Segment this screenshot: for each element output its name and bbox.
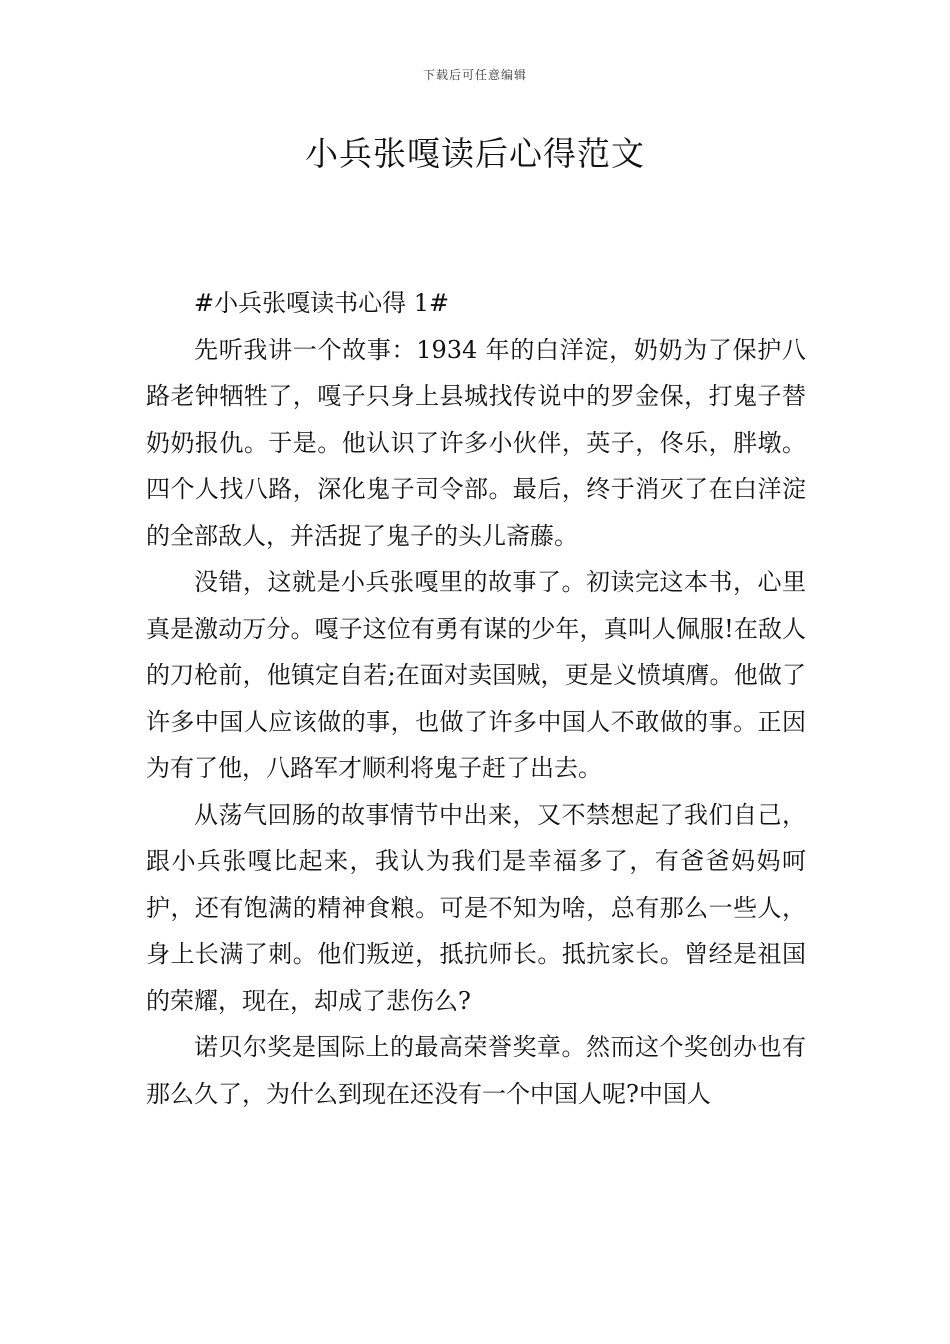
paragraph: 从荡气回肠的故事情节中出来，又不禁想起了我们自己，跟小兵张嘎比起来，我认为我们是幸福多了，有爸爸妈妈呵护，还有饱满的精神食粮。可是不知为啥，总有那么一些人，身上长满了刺。他们叛逆，抵抗师长。抵抗家长。曾经是祖国的荣耀，现在，却成了悲伤么?	[146, 800, 806, 1015]
paragraph: 诺贝尔奖是国际上的最高荣誉奖章。然而这个奖创办也有那么久了，为什么到现在还没有一个中国人呢?中国人	[146, 1033, 806, 1108]
document-body	[146, 280, 806, 1117]
paragraph: 没错，这就是小兵张嘎里的故事了。初读完这本书，心里真是激动万分。嘎子这位有勇有谋的少年，真叫人佩服!在敌人的刀枪前，他镇定自若;在面对卖国贼，更是义愤填膺。他做了许多中国人应该做的事，也做了许多中国人不敢做的事。正因为有了他，八路军才顺利将鬼子赶了出去。	[146, 568, 806, 782]
paragraph: 先听我讲一个故事：1934 年的白洋淀，奶奶为了保护八路老钟牺牲了，嘎子只身上县城找传说中的罗金保，打鬼子替奶奶报仇。于是。他认识了许多小伙伴，英子，佟乐，胖墩。四个人找八路，深化鬼子司令部。最后，终于消灭了在白洋淀的全部敌人，并活捉了鬼子的头儿斋藤。	[146, 335, 806, 550]
page-title: 小兵张嘎读后心得范文	[305, 134, 645, 173]
section-heading: #小兵张嘎读书心得 1#	[194, 289, 450, 317]
header-note: 下载后可任意编辑	[422, 68, 527, 82]
